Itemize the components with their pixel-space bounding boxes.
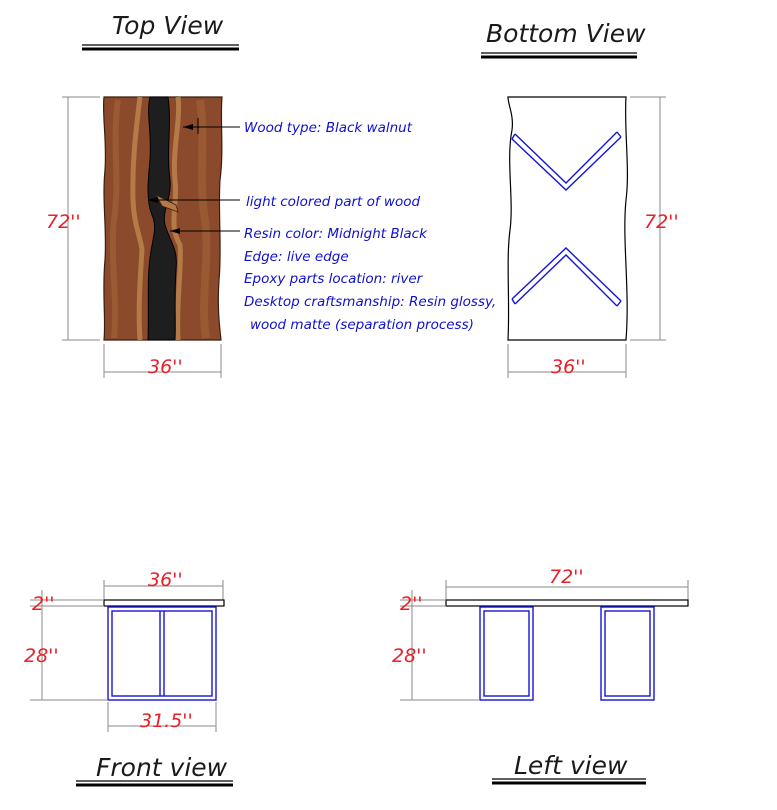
left-height-label: 28'' <box>392 645 427 667</box>
left-view-title: Left view <box>514 751 628 780</box>
bottom-width-label: 36'' <box>551 356 586 378</box>
wood-grain <box>200 100 206 338</box>
bottom-view-title: Bottom View <box>486 19 646 48</box>
left-length-label: 72'' <box>549 566 584 588</box>
front-view-title: Front view <box>96 753 228 782</box>
left-leg-2 <box>601 607 654 700</box>
note-craftsmanship-1: Desktop craftsmanship: Resin glossy, <box>244 294 497 310</box>
top-view-slab <box>104 97 222 340</box>
front-view <box>24 569 233 785</box>
note-wood-type: Wood type: Black walnut <box>244 120 413 136</box>
front-base-label: 31.5'' <box>140 710 193 732</box>
front-base-dimension <box>108 702 216 732</box>
left-length-dimension <box>446 566 688 600</box>
top-view <box>46 11 496 378</box>
bottom-length-label: 72'' <box>644 211 679 233</box>
front-tabletop <box>104 600 224 606</box>
left-view <box>392 566 688 783</box>
bottom-length-dimension <box>630 97 679 340</box>
bottom-view <box>481 19 679 378</box>
bottom-width-dimension <box>508 344 626 378</box>
front-base-frame <box>108 607 216 700</box>
top-view-title: Top View <box>112 11 224 40</box>
left-leg-1 <box>480 607 533 700</box>
note-edge: Edge: live edge <box>244 249 349 265</box>
note-epoxy-location: Epoxy parts location: river <box>244 271 423 287</box>
left-tabletop <box>446 600 688 606</box>
top-width-label: 36'' <box>148 356 183 378</box>
left-thickness-label: 2'' <box>400 593 423 615</box>
front-height-label: 28'' <box>24 645 59 667</box>
note-craftsmanship-2: wood matte (separation process) <box>250 317 474 333</box>
bottom-slab-outline <box>508 97 627 340</box>
front-thickness-label: 2'' <box>32 593 55 615</box>
note-light-part: light colored part of wood <box>246 194 421 210</box>
top-length-label: 72'' <box>46 211 81 233</box>
note-resin-color: Resin color: Midnight Black <box>244 226 427 242</box>
left-height-dimension <box>392 645 480 700</box>
top-width-dimension <box>104 344 221 378</box>
front-width-dimension <box>104 569 223 600</box>
front-height-dimension <box>24 645 108 700</box>
top-length-dimension <box>46 97 100 340</box>
front-width-label: 36'' <box>148 569 183 591</box>
